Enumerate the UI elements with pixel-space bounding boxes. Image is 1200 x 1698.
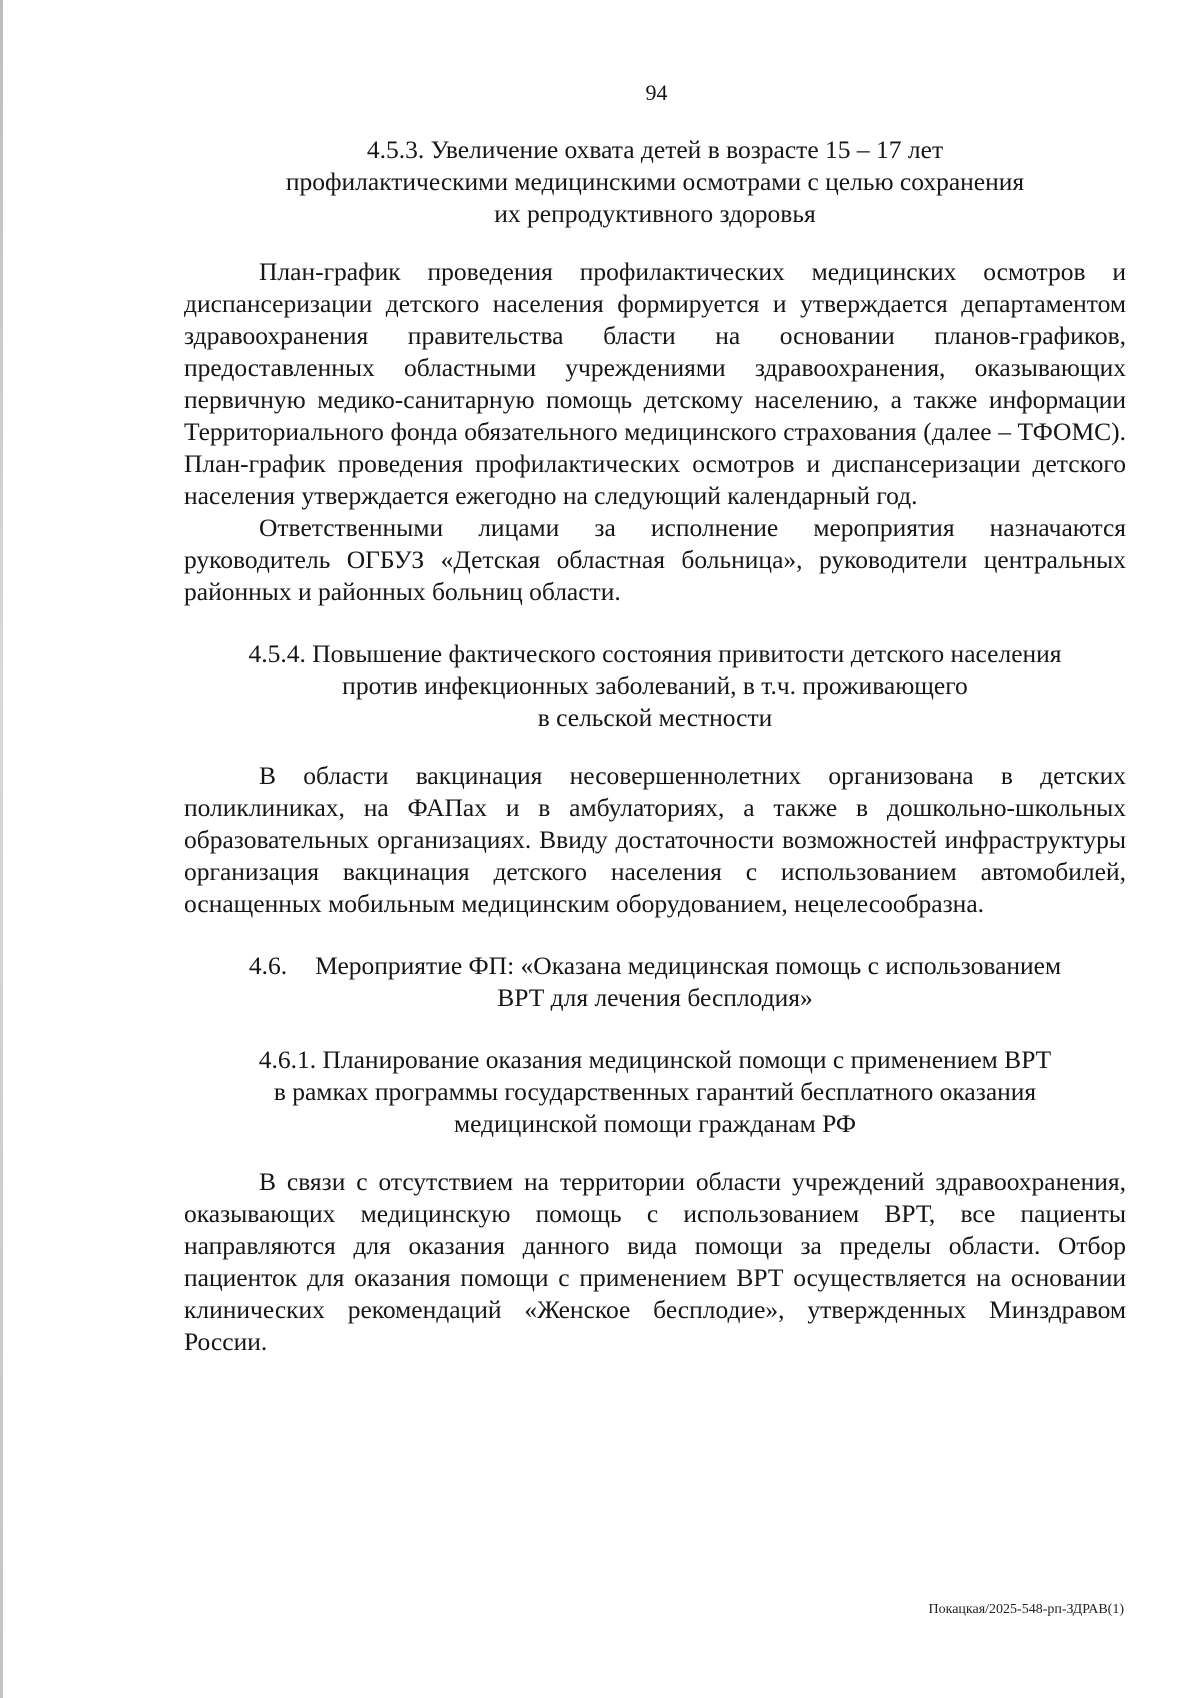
paragraph: В области вакцинация несовершеннолетних организована в детских поликлиниках, на ФАПах и в амбулаториях, а также в дошкольно-школьных образовательных организациях. Ввиду достаточности возможностей инфраструктуры организация вакцинация детского населения с использованием автомобилей, оснащенных мобильным медицинским оборудованием, нецелесообразна. bbox=[184, 761, 1126, 918]
paragraph: План-график проведения профилактических медицинских осмотров и диспансеризации детского населения формируется и утверждается департаментом здравоохранения правительства бласти на основании планов-графиков, предоставленных областными учреждениями здравоохранения, оказывающих первичную медико-санитарную помощь детскому населению, а также информации Территориального фонда обязательного медицинского страхования (далее – ТФОМС). План-график проведения профилактических осмотров и диспансеризации детского населения утверждается ежегодно на следующий календарный год. bbox=[184, 257, 1126, 510]
heading-number: 4.6. bbox=[248, 951, 288, 980]
heading-line: профилактическими медицинскими осмотрами с целью сохранения bbox=[285, 167, 1025, 196]
heading-line bbox=[184, 950, 1126, 982]
heading-line: их репродуктивного здоровья bbox=[494, 199, 816, 228]
section-heading-4-5-4 bbox=[184, 638, 1126, 734]
heading-line: в рамках программы государственных гарантий бесплатного оказания bbox=[273, 1077, 1037, 1106]
section-heading-4-6-1 bbox=[184, 1044, 1126, 1140]
page-number: 94 bbox=[645, 80, 668, 105]
paragraph: Ответственными лицами за исполнение мероприятия назначаются руководитель ОГБУЗ «Детская областная больница», руководители центральных районных и районных больниц области. bbox=[184, 513, 1126, 606]
heading-line: ВРТ для лечения бесплодия» bbox=[497, 983, 813, 1012]
heading-line: 4.5.3. Увеличение охвата детей в возрасте 15 – 17 лет bbox=[366, 135, 944, 164]
scan-edge bbox=[0, 0, 3, 1698]
heading-line: медицинской помощи гражданам РФ bbox=[453, 1109, 857, 1138]
heading-line: 4.5.4. Повышение фактического состояния привитости детского населения bbox=[248, 639, 1062, 668]
heading-line: в сельской местности bbox=[537, 703, 773, 732]
paragraph: В связи с отсутствием на территории области учреждений здравоохранения, оказывающих медицинскую помощь с использованием ВРТ, все пациенты направляются для оказания данного вида помощи за пределы области. Отбор пациенток для оказания помощи с применением ВРТ осуществляется на основании клинических рекомендаций «Женское бесплодие», утвержденных Минздравом России. bbox=[184, 1167, 1126, 1356]
heading-line: 4.6.1. Планирование оказания медицинской помощи с применением ВРТ bbox=[258, 1045, 1052, 1074]
heading-line: против инфекционных заболеваний, в т.ч. проживающего bbox=[342, 671, 968, 700]
section-heading-4-5-3 bbox=[184, 134, 1126, 230]
heading-text: Мероприятие ФП: «Оказана медицинская помощь с использованием bbox=[315, 951, 1062, 980]
document-reference: Покацкая/2025-548-рп-ЗДРАВ(1) bbox=[928, 1602, 1124, 1617]
document-body bbox=[184, 134, 1126, 1358]
section-heading-4-6 bbox=[184, 950, 1126, 1014]
